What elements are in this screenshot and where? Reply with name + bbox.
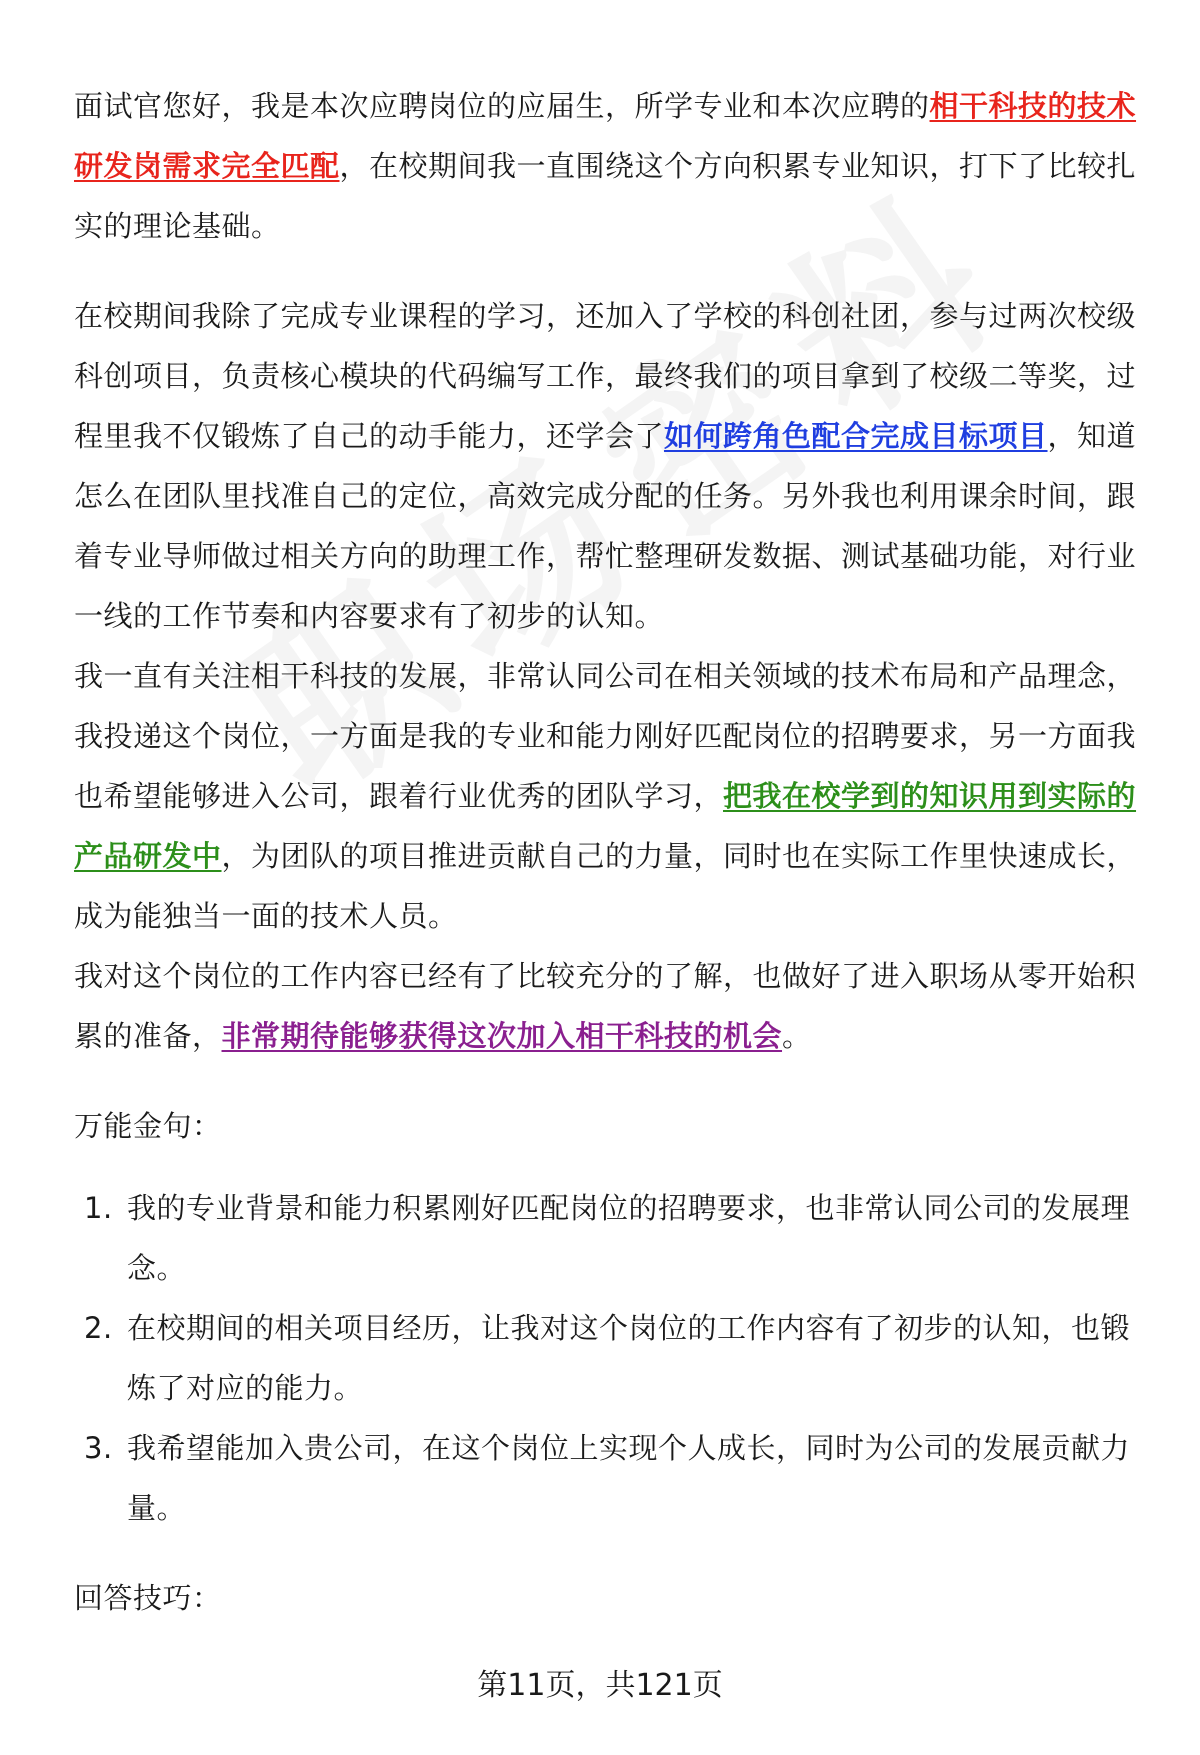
- answer-tips-label: 回答技巧：: [74, 1581, 222, 1615]
- list-item: [74, 1178, 1146, 1298]
- paragraph-motivation: [74, 646, 1146, 946]
- golden-sentences-label: 万能金句：: [74, 1109, 222, 1143]
- text-run: ，为团队的项目推进贡献自己的力量，同时也在实际工作里快速成长，成为能独当一面的技术人员。: [74, 839, 1137, 933]
- text-run: 面试官您好，我是本次应聘岗位的应届生，所学专业和本次应聘的: [74, 89, 930, 123]
- list-item-text: 我的专业背景和能力积累刚好匹配岗位的招聘要求，也非常认同公司的发展理念。: [127, 1191, 1131, 1285]
- highlight-purple: 非常期待能够获得这次加入相干科技的机会: [221, 1019, 783, 1053]
- document-body: [74, 76, 1146, 1628]
- highlight-red: 相干科技的技术研发岗需求完全匹配: [74, 89, 1137, 183]
- list-item: [74, 1418, 1146, 1538]
- highlight-green: 把我在校学到的知识用到实际的产品研发中: [74, 779, 1137, 873]
- paragraph-intro: [74, 76, 1146, 256]
- page-number: 第11页，共121页: [477, 1668, 723, 1703]
- paragraph-campus: [74, 286, 1146, 646]
- text-run: 在校期间我除了完成专业课程的学习，还加入了学校的科创社团，参与过两次校级科创项目，负责核心模块的代码编写工作，最终我们的项目拿到了校级二等奖，过程里我不仅锻炼了自己的动手能力，还学会了: [74, 299, 1137, 453]
- text-run: 我一直有关注相干科技的发展，非常认同公司在相关领域的技术布局和产品理念，我投递这个岗位，一方面是我的专业和能力刚好匹配岗位的招聘要求，另一方面我也希望能够进入公司，跟着行业优秀的团队学习，: [74, 659, 1137, 813]
- text-run: 我对这个岗位的工作内容已经有了比较充分的了解，也做好了进入职场从零开始积累的准备，: [74, 959, 1137, 1053]
- golden-sentences-list: [74, 1178, 1146, 1538]
- text-run: ，在校期间我一直围绕这个方向积累专业知识，打下了比较扎实的理论基础。: [74, 149, 1137, 243]
- text-run: 。: [782, 1019, 812, 1053]
- text-run: ，知道怎么在团队里找准自己的定位，高效完成分配的任务。另外我也利用课余时间，跟着专业导师做过相关方向的助理工作，帮忙整理研发数据、测试基础功能，对行业一线的工作节奏和内容要求有了初步的认知。: [74, 419, 1137, 633]
- list-number: 2.: [84, 1311, 113, 1345]
- list-item: [74, 1298, 1146, 1418]
- highlight-blue: 如何跨角色配合完成目标项目: [664, 419, 1048, 453]
- list-item-text: 我希望能加入贵公司，在这个岗位上实现个人成长，同时为公司的发展贡献力量。: [127, 1431, 1131, 1525]
- list-number: 3.: [84, 1431, 113, 1465]
- paragraph-closing: [74, 946, 1146, 1066]
- list-number: 1.: [84, 1191, 113, 1225]
- list-item-text: 在校期间的相关项目经历，让我对这个岗位的工作内容有了初步的认知，也锻炼了对应的能力。: [127, 1311, 1131, 1405]
